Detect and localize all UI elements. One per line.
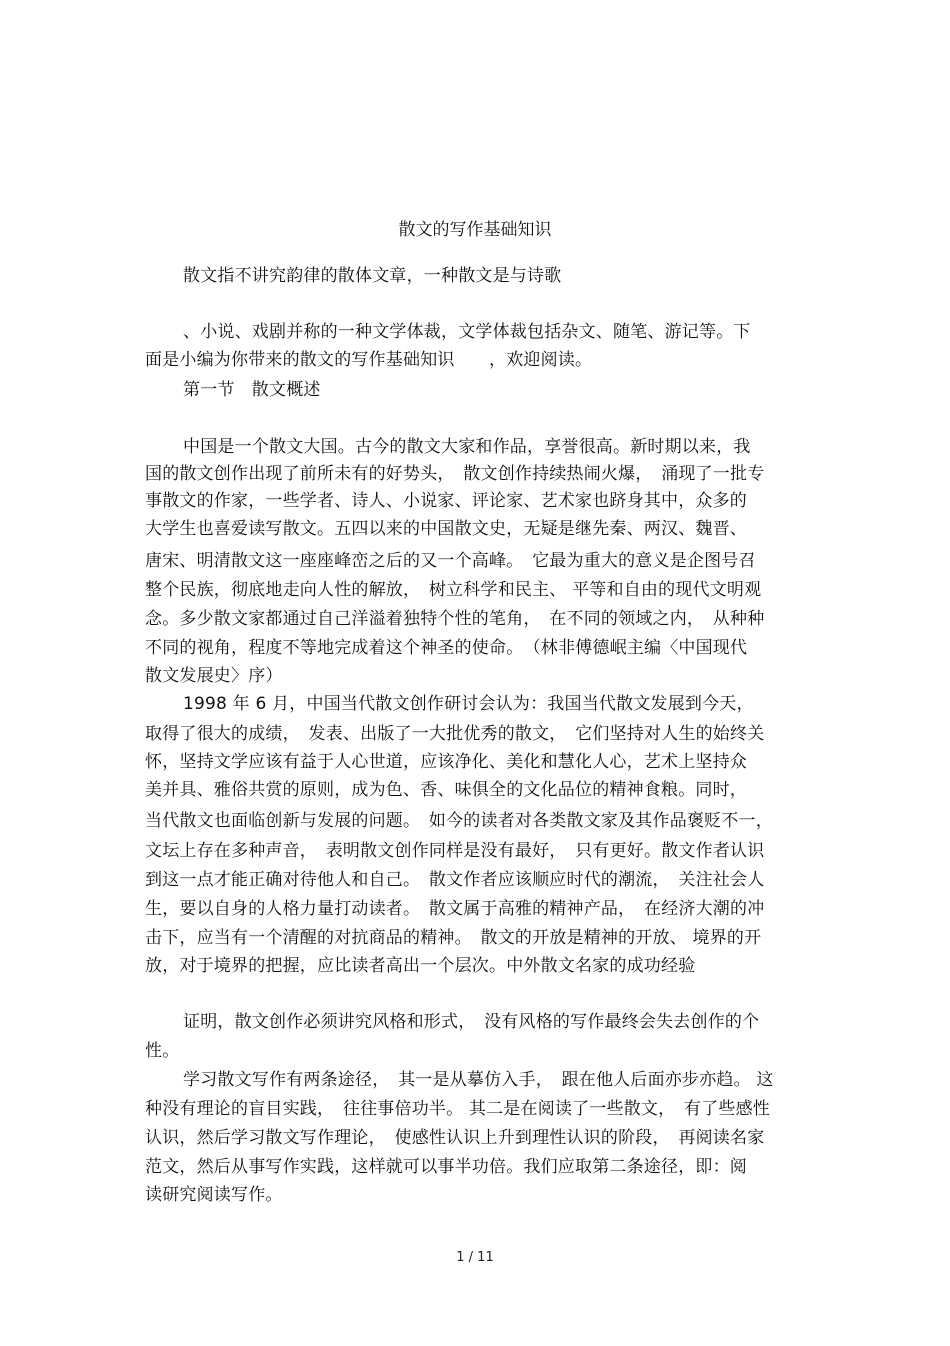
paragraph-line: 事散文的作家，一些学者、诗人、小说家、评论家、艺术家也跻身其中，众多的: [145, 491, 747, 511]
paragraph-line: 整个民族，彻底地走向人性的解放， 树立科学和民主、 平等和自由的现代文明观: [145, 580, 762, 600]
paragraph-line: 证明，散文创作必须讲究风格和形式， 没有风格的写作最终会失去创作的个: [183, 1012, 760, 1032]
paragraph-line: 种没有理论的盲目实践， 往往事倍功半。 其二是在阅读了一些散文， 有了些感性: [145, 1099, 771, 1119]
paragraph-line: 唐宋、明清散文这一座座峰峦之后的又一个高峰。 它最为重大的意义是企图号召: [145, 551, 756, 571]
paragraph-line: 取得了很大的成绩， 发表、出版了一大批优秀的散文， 它们坚持对人生的始终关: [145, 724, 765, 744]
section-heading: 第一节 散文概述: [183, 380, 321, 400]
paragraph-line: 中国是一个散文大国。古今的散文大家和作品，享誉很高。新时期以来，我: [183, 437, 751, 457]
paragraph-line: 当代散文也面临创新与发展的问题。 如今的读者对各类散文家及其作品褒贬不一，: [145, 811, 773, 831]
paragraph-line: 怀，坚持文学应该有益于人心世道，应该净化、美化和慧化人心，艺术上坚持众: [145, 752, 747, 772]
paragraph-line: 认识，然后学习散文写作理论， 使感性认识上升到理性认识的阶段， 再阅读名家: [145, 1128, 765, 1148]
paragraph-line: 到这一点才能正确对待他人和自己。 散文作者应该顺应时代的潮流， 关注社会人: [145, 870, 765, 890]
paragraph-line: 面是小编为你带来的散文的写作基础知识 ，欢迎阅读。: [145, 350, 593, 370]
paragraph-line: 美并具、雅俗共赏的原则，成为色、香、味俱全的文化品位的精神食粮。同时，: [145, 780, 747, 800]
paragraph-line: 念。多少散文家都通过自己洋溢着独特个性的笔角， 在不同的领域之内， 从种种: [145, 609, 765, 629]
document-title: 散文的写作基础知识: [398, 220, 552, 240]
paragraph-line: 生，要以自身的人格力量打动读者。 散文属于高雅的精神产品， 在经济大潮的冲: [145, 899, 765, 919]
paragraph-line: 性。: [145, 1041, 180, 1061]
paragraph-line: 学习散文写作有两条途径， 其一是从摹仿入手， 跟在他人后面亦步亦趋。 这: [183, 1070, 774, 1090]
paragraph-line: 击下，应当有一个清醒的对抗商品的精神。 散文的开放是精神的开放、 境界的开: [145, 928, 762, 948]
paragraph-line: 国的散文创作出现了前所未有的好势头， 散文创作持续热闹火爆， 涌现了一批专: [145, 464, 765, 484]
paragraph-line: 不同的视角，程度不等地完成着这个神圣的使命。 （林非傅德岷主编〈中国现代: [145, 638, 748, 658]
paragraph-line: 、小说、戏剧并称的一种文学体裁，文学体裁包括杂文、随笔、游记等。下: [183, 322, 751, 342]
page-number: 1 / 11: [456, 1250, 494, 1265]
paragraph-line: 散文发展史〉序）: [145, 666, 283, 686]
paragraph-line: 读研究阅读写作。: [145, 1185, 283, 1205]
paragraph-line: 1998 年 6 月，中国当代散文创作研讨会认为：我国当代散文发展到今天，: [183, 694, 754, 714]
paragraph-line: 放，对于境界的把握，应比读者高出一个层次。中外散文名家的成功经验: [145, 956, 696, 976]
paragraph-line: 大学生也喜爱读写散文。五四以来的中国散文史，无疑是继先秦、两汉、魏晋、: [145, 519, 747, 539]
paragraph-line: 文坛上存在多种声音， 表明散文创作同样是没有最好， 只有更好。散文作者认识: [145, 841, 765, 861]
paragraph-line: 散文指不讲究韵律的散体文章，一种散文是与诗歌: [183, 266, 562, 286]
paragraph-line: 范文，然后从事写作实践，这样就可以事半功倍。我们应取第二条途径，即：阅: [145, 1157, 747, 1177]
